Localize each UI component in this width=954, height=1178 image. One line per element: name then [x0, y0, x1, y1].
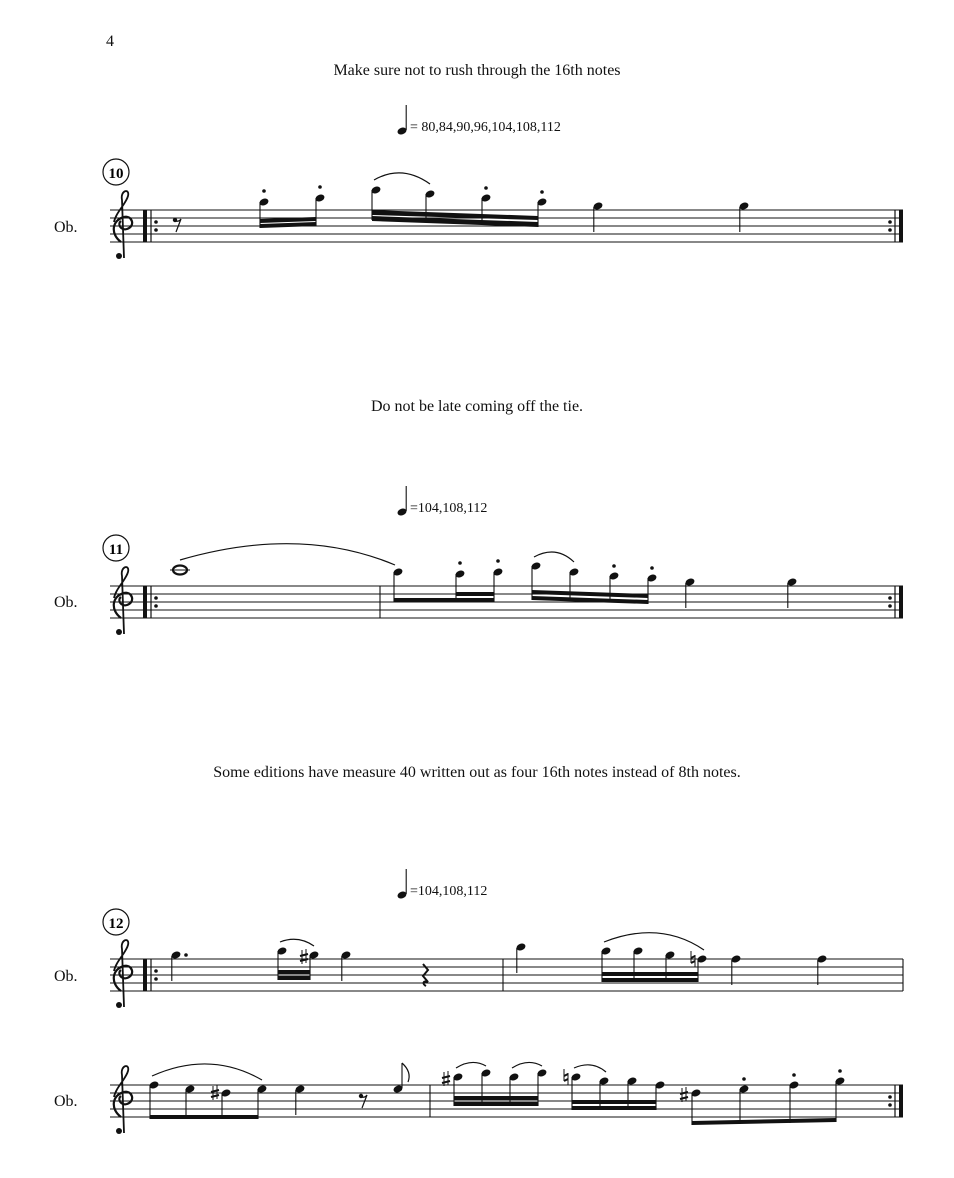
part-label: Ob.: [54, 968, 78, 985]
page-number: 4: [106, 33, 114, 50]
staff: [110, 1085, 903, 1117]
part-label: Ob.: [54, 1093, 78, 1110]
tie: [180, 544, 395, 565]
excerpt-10: [103, 159, 903, 259]
staff: [110, 959, 903, 991]
instruction-text: Make sure not to rush through the 16th notes: [333, 62, 621, 79]
eighth-rest: [173, 218, 181, 232]
staff: [110, 210, 903, 242]
slur: [374, 173, 430, 184]
treble-clef-icon: [114, 567, 132, 635]
rehearsal-mark: 12: [108, 916, 124, 932]
instruction-text: Do not be late coming off the tie.: [370, 398, 584, 415]
tempo-note-icon: [396, 105, 407, 900]
excerpt-12-continued: [110, 1062, 903, 1134]
excerpt-11: [103, 535, 903, 635]
part-label: Ob.: [54, 594, 78, 611]
rehearsal-mark: 10: [108, 166, 124, 182]
slur: [604, 933, 704, 950]
slur: [534, 552, 574, 562]
instruction-text: Some editions have measure 40 written out as four 16th notes instead of 8th notes.: [213, 764, 741, 781]
part-label: Ob.: [54, 219, 78, 236]
tempo-marking: =104,108,112: [410, 501, 488, 516]
tempo-marking: =104,108,112: [410, 884, 488, 899]
treble-clef-icon: [114, 1066, 132, 1134]
rehearsal-mark: 11: [108, 542, 124, 558]
excerpt-12: [103, 909, 903, 1008]
slur: [152, 1064, 262, 1080]
treble-clef-icon: [114, 191, 132, 259]
treble-clef-icon: [114, 940, 132, 1008]
slur: [280, 939, 314, 946]
tempo-marking: = 80,84,90,96,104,108,112: [410, 120, 561, 135]
staff: [110, 586, 903, 618]
